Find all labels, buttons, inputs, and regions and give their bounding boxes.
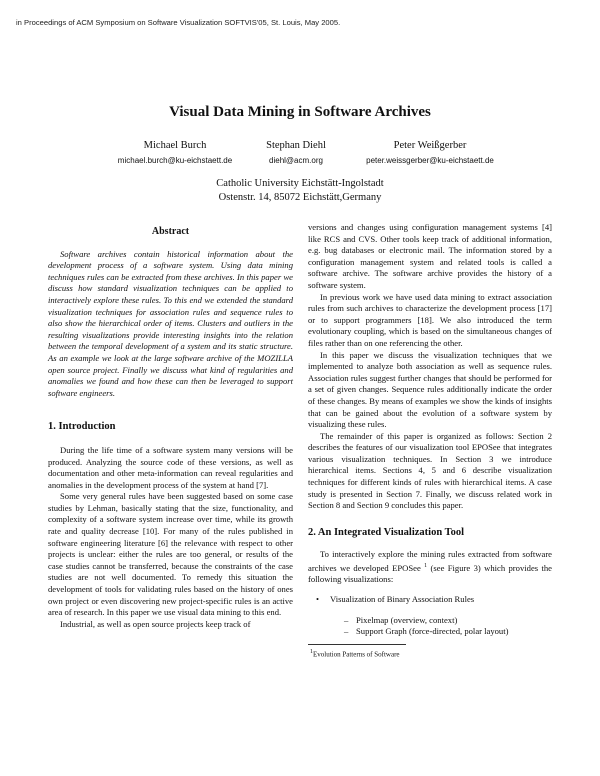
dash-icon: – <box>344 614 349 625</box>
sub-bullet-text: Support Graph (force-directed, polar layout) <box>356 626 509 637</box>
body-paragraph: versions and changes using configuration management systems [4] like RCS and CVS. Other tools keep track of additional information, e.g. bug databases or electronic mail. The information stored by a configuration management system and related tools is called a software archive. The software archive provides the history of a software system. <box>308 222 552 290</box>
abstract-heading: Abstract <box>151 226 190 237</box>
section2-paragraph-tail: (see Figure 3) which provides the following visualizations: <box>308 562 552 585</box>
section2-paragraph-text: To interactively explore the mining rules extracted from software archives we developed EPOSee <box>308 549 552 573</box>
author-email: diehl@acm.org <box>269 156 323 165</box>
author-name: Stephan Diehl <box>266 140 326 151</box>
section2-paragraph <box>308 549 552 586</box>
bullet-icon: • <box>316 594 320 605</box>
author-name: Peter Weißgerber <box>393 140 467 151</box>
proceedings-note: in Proceedings of ACM Symposium on Software Visualization SOFTVIS'05, St. Louis, May 2005. <box>16 18 341 27</box>
sub-bullet-item <box>308 615 552 627</box>
section-heading-integrated-tool: 2. An Integrated Visualization Tool <box>308 526 465 538</box>
author-block <box>340 139 520 167</box>
author-email: michael.burch@ku-eichstaett.de <box>117 156 233 165</box>
intro-paragraph: Some very general rules have been suggested based on some case studies by Lehman, basically stating that the size, functionality, and complexity of a software system increase over time, while its growth rate and quality decrease [10]. For many of the rules published in software engineering literature [6] the relevance with respect to other projects is unclear: either the rules are too general, or results of the case studies cannot be transferred, because the constraints of the case studies are not well documented. To remedy this situation the development of tools for validating rules based on the history of ones own project or even discovering new project-specific rules is an active area of research. In this paper we use visual data mining to this end. <box>48 491 293 618</box>
body-paragraph: In previous work we have used data mining to extract association rules from such archives to characterize the development process [17] or to support programmers [18]. We also introduced the term evolutionary coupling, which is based on the simultaneous changes of files rather than on one referencing the other. <box>308 291 552 348</box>
bullet-item <box>308 594 552 606</box>
intro-paragraph: During the life time of a software system many versions will be produced. Analyzing the source code of these versions, as well as documentation and other meta-information can reveal regularities and anomalies in the development process of the system at hand [7]. <box>48 444 293 490</box>
dash-icon: – <box>344 626 349 637</box>
footnote-reference: 1 <box>424 563 428 570</box>
abstract-text: Software archives contain historical information about the development process of a software system. Using data mining techniques rules can be extracted from these archives. In this paper we discuss how standard visualization techniques can be applied to interactively explore these rules. To this end we extended the standard visualization techniques for association rules and sequence rules to also show the hierarchical order of items. Clusters and outliers in the resulting visualizations provide interesting insights into the relation between the temporal development of a system and its static structure. As an example we look at the large software archive of the MOZILLA open source project. Finally we discuss what kind of regularities and anomalies we found and how these can then be leveraged to support software engineers. <box>48 248 293 398</box>
author-name: Michael Burch <box>143 140 207 151</box>
footnote-divider <box>308 644 406 645</box>
sub-bullet-text: Pixelmap (overview, context) <box>356 614 458 625</box>
body-paragraph: The remainder of this paper is organized as follows: Section 2 describes the features of our visualization tool EPOSee that integrates various visualization techniques. In Section 3 we introduce hierarchical items. Sections 4, 5 and 6 describe visualization techniques for different kinds of rules with hierarchical items. A case study is presented in Section 7. Finally, we discuss related work in Section 8 and Section 9 concludes this paper. <box>308 430 552 511</box>
footnote-mark: 1 <box>310 648 313 655</box>
intro-paragraph: Industrial, as well as open source projects keep track of <box>60 618 251 629</box>
body-paragraph: In this paper we discuss the visualization techniques that we implemented to analyze both association as well as sequence rules. Association rules suggest further changes that should be performed for a set of given changes. Sequence rules additionally indicate the order of these changes. By means of examples we show the kinds of insights that can be gained about the evolution of a software system by visualizing these rules. <box>308 349 552 430</box>
right-column <box>308 222 552 659</box>
affiliation-line-2: Ostenstr. 14, 85072 Eichstätt,Germany <box>218 192 382 203</box>
footnote-text: Evolution Patterns of Software <box>313 650 400 659</box>
sub-bullet-item <box>308 626 552 638</box>
bullet-text: Visualization of Binary Association Rules <box>330 594 475 605</box>
section-heading-introduction: 1. Introduction <box>48 421 116 433</box>
affiliation <box>0 177 600 205</box>
footnote <box>308 647 552 659</box>
affiliation-line-1: Catholic University Eichstätt-Ingolstadt <box>216 178 384 189</box>
left-column <box>48 222 293 630</box>
author-email: peter.weissgerber@ku-eichstaett.de <box>366 156 494 165</box>
paper-title: Visual Data Mining in Software Archives <box>169 104 431 120</box>
